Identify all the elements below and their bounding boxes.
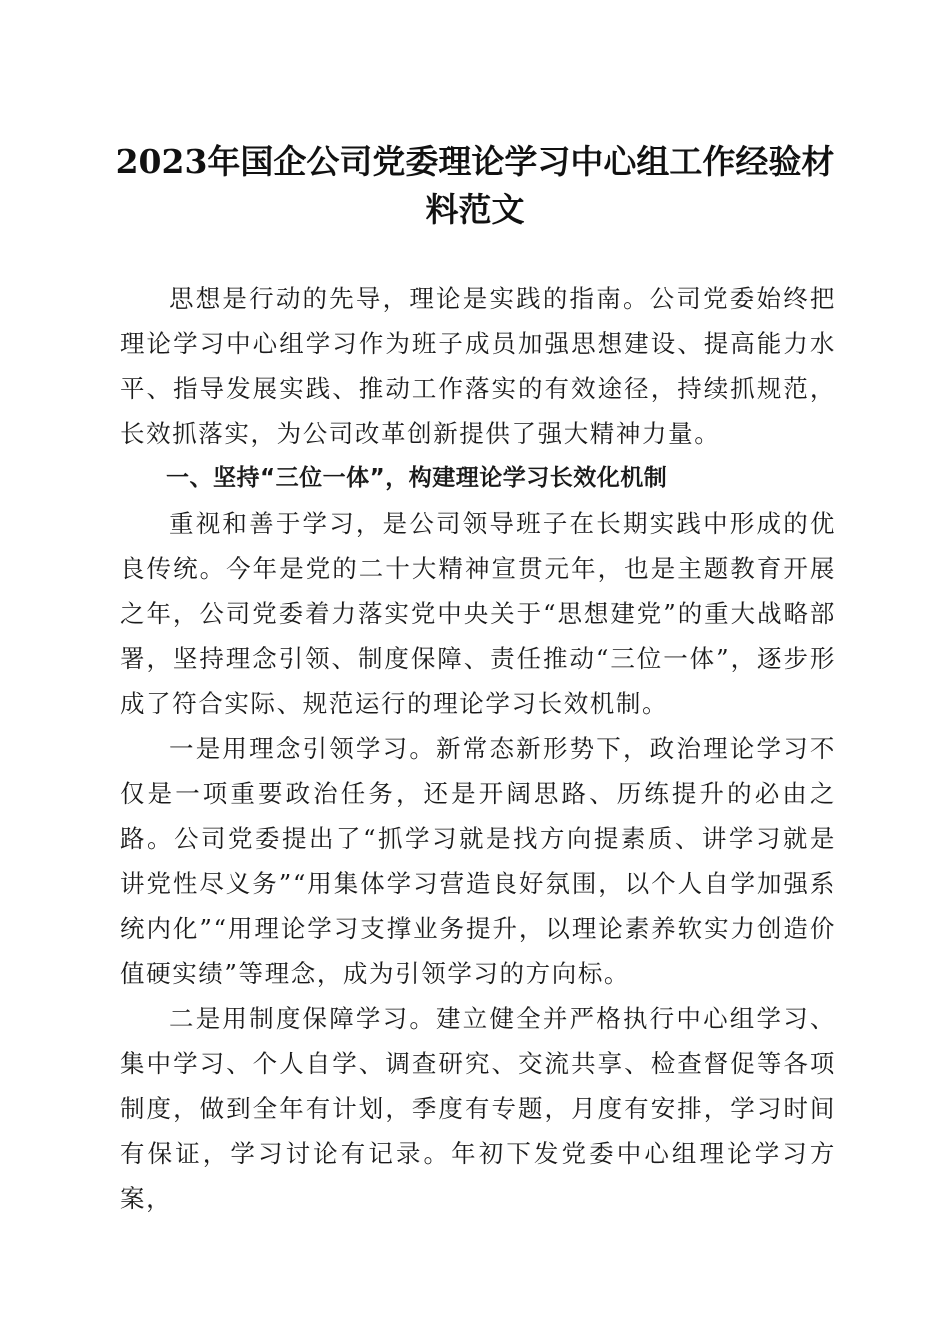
intro-paragraph: 思想是行动的先导，理论是实践的指南。公司党委始终把理论学习中心组学习作为班子成员加强思想建设、提高能力水平、指导发展实践、推动工作落实的有效途径，持续抓规范，长效抓落实，为公司改革创新提供了强大精神力量。 [120, 284, 836, 448]
section-1-heading: 一、坚持“三位一体”，构建理论学习长效化机制 [166, 465, 668, 491]
item-2-text: 建立健全并严格执行中心组学习、集中学习、个人自学、调查研究、交流共享、检查督促等各项制度，做到全年有计划，季度有专题，月度有安排，学习时间有保证，学习讨论有记录。年初下发党委中心组理论学习方案， [120, 1004, 837, 1213]
document-body [120, 276, 836, 1221]
item-1-text: 新常态新形势下，政治理论学习不仅是一项重要政治任务，还是开阔思路、历练提升的必由之路。公司党委提出了“抓学习就是找方向提素质、讲学习就是讲党性尽义务”“用集体学习营造良好氛围，以个人自学加强系统内化”“用理论学习支撑业务提升，以理论素养软实力创造价值硬实绩”等理念，成为引领学习的方向标。 [120, 734, 837, 988]
item-2-paragraph [120, 996, 836, 1221]
document-title: 2023年国企公司党委理论学习中心组工作经验材料范文 [115, 142, 835, 229]
item-2-lead: 二是用制度保障学习。 [169, 1004, 437, 1033]
item-1-lead: 一是用理念引领学习。 [169, 734, 437, 763]
item-1-paragraph [120, 726, 836, 996]
section-1-paragraph: 重视和善于学习，是公司领导班子在长期实践中形成的优良传统。今年是党的二十大精神宣贯元年，也是主题教育开展之年，公司党委着力落实党中央关于“思想建党”的重大战略部署，坚持理念引领、制度保障、责任推动“三位一体”，逐步形成了符合实际、规范运行的理论学习长效机制。 [120, 509, 836, 718]
